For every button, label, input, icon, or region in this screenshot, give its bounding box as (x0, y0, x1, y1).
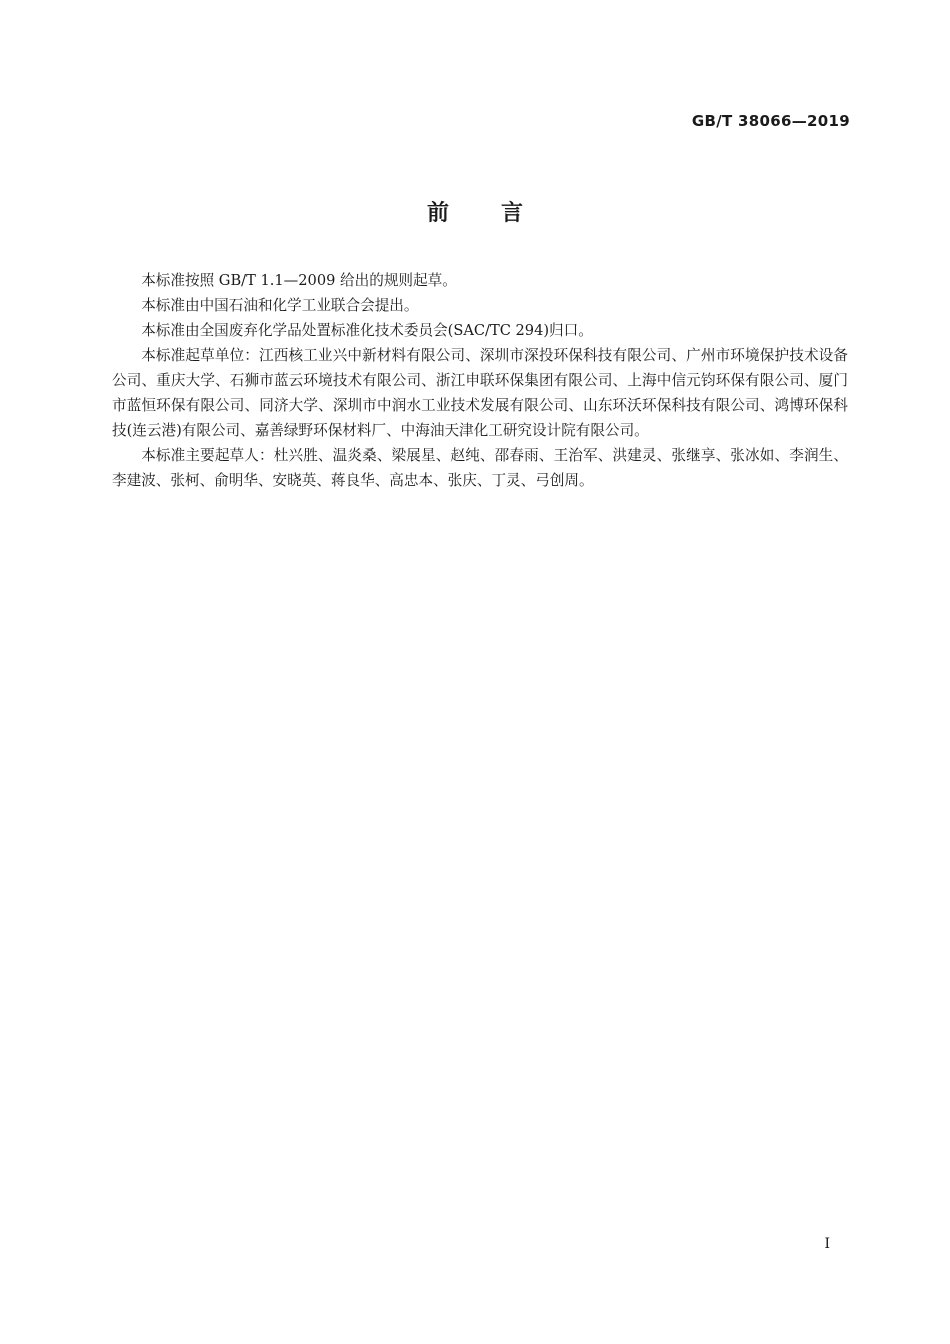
paragraph-technical-committee: 本标准由全国废弃化学品处置标准化技术委员会(SAC/TC 294)归口。 (141, 322, 593, 339)
standard-number: GB/T 38066—2019 (691, 112, 850, 130)
paragraph-drafting-units: 本标准起草单位：江西核工业兴中新材料有限公司、深圳市深投环保科技有限公司、广州市环境保护技术设备公司、重庆大学、石狮市蓝云环境技术有限公司、浙江申联环保集团有限公司、上海中信元钧环保有限公司、厦门市蓝恒环保有限公司、同济大学、深圳市中润水工业技术发展有限公司、山东环沃环保科技有限公司、鸿博环保科技(连云港)有限公司、嘉善绿野环保材料厂、中海油天津化工研究设计院有限公司。 (112, 347, 848, 439)
page-number: I (824, 1236, 830, 1252)
paragraph-drafters: 本标准主要起草人：杜兴胜、温炎桑、梁展星、赵纯、邵春雨、王治军、洪建灵、张继享、张冰如、李润生、李建波、张柯、俞明华、安晓英、蒋良华、高忠本、张庆、丁灵、弓创周。 (112, 447, 848, 489)
page-title: 前言 (426, 201, 575, 226)
paragraph-proposer: 本标准由中国石油和化学工业联合会提出。 (141, 297, 419, 314)
paragraph-drafting-rules: 本标准按照 GB/T 1.1—2009 给出的规则起草。 (141, 272, 457, 289)
foreword-body (112, 268, 848, 493)
